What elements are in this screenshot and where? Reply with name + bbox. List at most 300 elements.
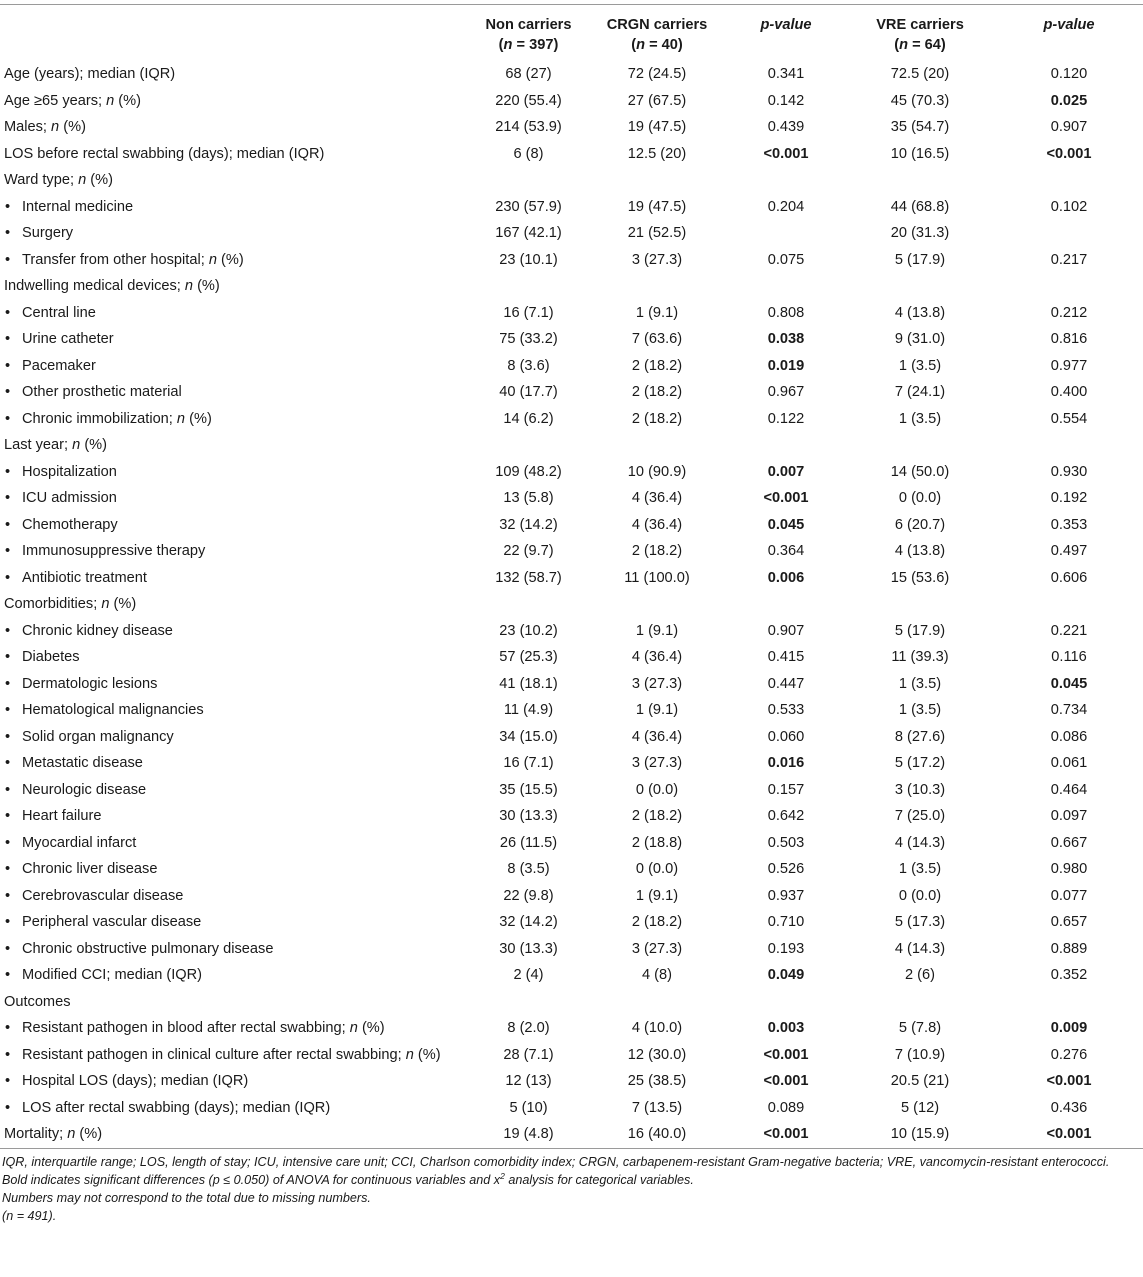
row-label-text: Surgery	[22, 225, 74, 241]
cell-vre-carriers: 20 (31.3)	[890, 225, 950, 241]
row-label	[0, 141, 470, 168]
cell-p-value-vre: 0.907	[1050, 119, 1088, 135]
table-row	[0, 830, 1143, 857]
row-label-text: Immunosuppressive therapy	[22, 543, 206, 559]
row-label	[0, 883, 470, 910]
cell-crgn-carriers: 25 (38.5)	[627, 1073, 687, 1089]
cell-p-value-crgn: <0.001	[763, 1073, 809, 1089]
cell-p-value-vre: 0.120	[1050, 66, 1088, 82]
row-label-text: Outcomes	[4, 993, 71, 1010]
cell-p-value-crgn: 0.060	[767, 728, 805, 745]
cell-non-carriers: 8 (3.5)	[507, 861, 550, 877]
cell-vre-carriers: 7 (25.0)	[894, 808, 946, 824]
cell-non-carriers: 230 (57.9)	[495, 198, 562, 215]
cell-crgn-carriers: 2 (18.2)	[631, 384, 683, 400]
cell-crgn-carriers: 2 (18.2)	[631, 914, 683, 930]
cell-p-value-crgn: 0.019	[767, 357, 805, 374]
bullet-icon: •	[5, 1099, 11, 1116]
row-label-text: Modified CCI; median (IQR)	[22, 967, 203, 983]
cell-vre-carriers: 0 (0.0)	[898, 887, 942, 904]
cell-vre-carriers: 4 (13.8)	[894, 543, 946, 559]
table-row	[0, 777, 1143, 804]
cell-non-carriers: 22 (9.7)	[503, 543, 554, 559]
cell-p-value-vre: 0.212	[1050, 304, 1088, 321]
cell-crgn-carriers: 7 (63.6)	[631, 331, 683, 347]
cell-p-value-crgn: 0.937	[767, 887, 805, 904]
cell-p-value-vre	[995, 989, 1143, 1016]
cell-p-value-vre: <0.001	[1046, 145, 1092, 162]
cell-vre-carriers: 1 (3.5)	[898, 410, 942, 427]
cell-crgn-carriers	[587, 432, 727, 459]
row-label-text: Mortality; n (%)	[4, 1126, 103, 1142]
abbreviations-note: IQR, interquartile range; LOS, length of stay; ICU, intensive care unit; CCI, Charlson comorbidity index; CRGN, carbapenem-resistant Gram-negative bacteria; VRE, vancomycin-resistant enterococci.	[2, 1154, 1110, 1169]
bullet-icon: •	[5, 357, 11, 374]
row-label-text: LOS before rectal swabbing (days); median (IQR)	[4, 145, 325, 162]
row-label	[0, 989, 470, 1016]
cell-vre-carriers: 4 (14.3)	[894, 940, 946, 957]
cell-crgn-carriers: 10 (90.9)	[627, 463, 687, 480]
cell-vre-carriers: 1 (3.5)	[898, 861, 942, 877]
cell-non-carriers: 167 (42.1)	[495, 225, 562, 241]
bullet-icon: •	[5, 649, 11, 665]
cell-non-carriers: 8 (2.0)	[507, 1020, 550, 1036]
header-vre-carriers-name: VRE carriers	[876, 17, 964, 33]
row-label-text: Other prosthetic material	[22, 384, 182, 400]
cell-crgn-carriers: 7 (13.5)	[631, 1099, 683, 1116]
cell-crgn-carriers: 4 (10.0)	[631, 1020, 683, 1036]
cell-p-value-vre: 0.045	[1050, 675, 1088, 692]
cell-crgn-carriers: 12.5 (20)	[627, 145, 687, 162]
bullet-icon: •	[5, 198, 11, 215]
cell-p-value-vre	[995, 273, 1143, 300]
bullet-icon: •	[5, 569, 11, 586]
cell-p-value-vre: 0.464	[1050, 781, 1088, 798]
row-label	[0, 273, 470, 300]
cell-crgn-carriers: 1 (9.1)	[635, 622, 679, 639]
cell-crgn-carriers: 4 (36.4)	[631, 649, 683, 665]
row-label-text: Ward type; n (%)	[4, 172, 113, 188]
table-row	[0, 803, 1143, 830]
cell-non-carriers: 32 (14.2)	[499, 516, 558, 533]
bullet-icon: •	[5, 225, 11, 241]
bullet-icon: •	[5, 410, 11, 427]
cell-crgn-carriers	[587, 591, 727, 618]
table-row	[0, 300, 1143, 327]
bullet-icon: •	[5, 887, 11, 904]
cell-p-value-crgn: 0.045	[767, 516, 805, 533]
cell-vre-carriers: 7 (10.9)	[894, 1046, 946, 1063]
cell-crgn-carriers: 2 (18.2)	[631, 357, 683, 374]
cell-non-carriers: 30 (13.3)	[499, 940, 558, 957]
cell-p-value-crgn	[727, 220, 845, 247]
table-body	[0, 61, 1143, 1148]
header-label-cell	[0, 5, 470, 61]
cell-crgn-carriers: 2 (18.2)	[631, 410, 683, 427]
cell-p-value-vre: 0.192	[1050, 490, 1088, 506]
cell-p-value-vre: 0.009	[1050, 1020, 1088, 1036]
bullet-icon: •	[5, 914, 11, 930]
cell-vre-carriers: 35 (54.7)	[890, 119, 950, 135]
cell-crgn-carriers: 4 (36.4)	[631, 728, 683, 745]
cell-non-carriers	[470, 591, 587, 618]
row-label-text: Metastatic disease	[22, 755, 143, 771]
cell-p-value-vre: 0.816	[1050, 331, 1088, 347]
row-label-text: Antibiotic treatment	[22, 569, 147, 586]
row-label-text: LOS after rectal swabbing (days); median (IQR)	[22, 1099, 331, 1116]
cell-crgn-carriers: 21 (52.5)	[627, 225, 687, 241]
cell-crgn-carriers: 1 (9.1)	[635, 304, 679, 321]
cell-crgn-carriers: 4 (36.4)	[631, 516, 683, 533]
significance-note-suffix: analysis for categorical variables.	[504, 1172, 694, 1187]
cell-vre-carriers: 5 (7.8)	[898, 1020, 942, 1036]
row-label	[0, 591, 470, 618]
cell-p-value-crgn: 0.049	[767, 967, 805, 983]
table-row	[0, 512, 1143, 539]
row-label-text: Internal medicine	[22, 198, 134, 215]
row-label	[0, 114, 470, 141]
table-row	[0, 273, 1143, 300]
table-row	[0, 909, 1143, 936]
cell-p-value-crgn: 0.089	[767, 1099, 805, 1116]
cell-non-carriers: 68 (27)	[505, 66, 552, 82]
table-row	[0, 1121, 1143, 1148]
row-label-text: Chronic immobilization; n (%)	[22, 410, 212, 427]
cell-p-value-vre: 0.061	[1050, 755, 1088, 771]
bullet-icon: •	[5, 808, 11, 824]
cell-p-value-crgn: 0.642	[767, 808, 805, 824]
row-label	[0, 194, 470, 221]
cell-p-value-crgn: 0.415	[767, 649, 805, 665]
bullet-icon: •	[5, 702, 11, 718]
table-row	[0, 379, 1143, 406]
row-label	[0, 644, 470, 671]
cell-vre-carriers: 0 (0.0)	[898, 490, 942, 506]
cell-non-carriers: 34 (15.0)	[499, 728, 558, 745]
cell-crgn-carriers: 0 (0.0)	[635, 861, 679, 877]
bullet-icon: •	[5, 728, 11, 745]
cell-vre-carriers: 2 (6)	[904, 967, 935, 983]
missing-numbers-note: Numbers may not correspond to the total due to missing numbers.	[2, 1190, 371, 1205]
cell-crgn-carriers: 19 (47.5)	[627, 198, 687, 215]
table-row	[0, 61, 1143, 88]
cell-non-carriers: 8 (3.6)	[507, 357, 550, 374]
table-row	[0, 326, 1143, 353]
cell-p-value-crgn: <0.001	[763, 1126, 809, 1142]
table-row	[0, 1095, 1143, 1122]
row-label	[0, 247, 470, 274]
cell-non-carriers: 22 (9.8)	[503, 887, 554, 904]
cell-vre-carriers: 10 (16.5)	[890, 145, 950, 162]
cell-vre-carriers: 4 (14.3)	[894, 834, 946, 851]
table-row	[0, 353, 1143, 380]
row-label	[0, 750, 470, 777]
cell-p-value-vre	[995, 220, 1143, 247]
cell-p-value-crgn: 0.193	[767, 940, 805, 957]
cell-vre-carriers	[845, 989, 995, 1016]
cell-p-value-crgn: 0.006	[767, 569, 805, 586]
row-label	[0, 220, 470, 247]
bullet-icon: •	[5, 1073, 11, 1089]
header-crgn-carriers-name: CRGN carriers	[606, 17, 708, 33]
row-label	[0, 1042, 470, 1069]
cell-vre-carriers: 45 (70.3)	[890, 92, 950, 109]
cell-crgn-carriers: 12 (30.0)	[627, 1046, 687, 1063]
cell-p-value-vre: 0.221	[1050, 622, 1088, 639]
cell-crgn-carriers: 27 (67.5)	[627, 92, 687, 109]
cell-p-value-vre: 0.657	[1050, 914, 1088, 930]
cell-vre-carriers	[845, 167, 995, 194]
cell-non-carriers: 23 (10.1)	[499, 251, 558, 268]
baseline-characteristics-table	[0, 4, 1143, 1225]
cell-non-carriers: 57 (25.3)	[499, 649, 558, 665]
header-crgn-carriers-n: (n = 40)	[631, 37, 683, 53]
cell-p-value-vre: 0.606	[1050, 569, 1088, 586]
cell-vre-carriers: 20.5 (21)	[890, 1073, 950, 1089]
row-label-text: Age (years); median (IQR)	[4, 66, 176, 82]
cell-p-value-crgn: 0.142	[767, 92, 805, 109]
row-label	[0, 300, 470, 327]
cell-p-value-crgn: 0.075	[767, 251, 805, 268]
row-label-text: Indwelling medical devices; n (%)	[4, 278, 220, 294]
row-label-text: Solid organ malignancy	[22, 728, 174, 745]
row-label	[0, 618, 470, 645]
bullet-icon: •	[5, 940, 11, 957]
header-non-carriers	[470, 5, 587, 61]
header-vre-carriers-n: (n = 64)	[894, 37, 946, 53]
row-label	[0, 485, 470, 512]
table-row	[0, 88, 1143, 115]
table-footnotes	[0, 1149, 1140, 1225]
row-label-text: Hematological malignancies	[22, 702, 204, 718]
header-row	[0, 5, 1143, 61]
cell-p-value-vre: 0.889	[1050, 940, 1088, 957]
cell-p-value-crgn: 0.526	[767, 861, 805, 877]
header-non-carriers-n: (n = 397)	[498, 37, 559, 53]
row-label-text: Comorbidities; n (%)	[4, 596, 137, 612]
total-n-note: (n = 491).	[2, 1208, 57, 1223]
row-label	[0, 538, 470, 565]
table-row	[0, 1015, 1143, 1042]
cell-p-value-crgn	[727, 989, 845, 1016]
row-label	[0, 167, 470, 194]
table-row	[0, 750, 1143, 777]
cell-crgn-carriers: 11 (100.0)	[624, 569, 690, 586]
cell-crgn-carriers: 4 (36.4)	[631, 490, 683, 506]
cell-crgn-carriers: 19 (47.5)	[627, 119, 687, 135]
header-crgn-carriers	[587, 5, 727, 61]
cell-crgn-carriers: 1 (9.1)	[635, 702, 679, 718]
cell-crgn-carriers: 1 (9.1)	[635, 887, 679, 904]
cell-non-carriers: 41 (18.1)	[499, 675, 558, 692]
cell-vre-carriers: 72.5 (20)	[890, 66, 950, 82]
bullet-icon: •	[5, 1046, 11, 1063]
cell-non-carriers: 32 (14.2)	[499, 914, 558, 930]
header-p-value-crgn: p-value	[760, 17, 812, 33]
row-label	[0, 962, 470, 989]
cell-non-carriers	[470, 989, 587, 1016]
cell-crgn-carriers	[587, 989, 727, 1016]
row-label-text: Males; n (%)	[4, 119, 86, 135]
row-label	[0, 432, 470, 459]
cell-non-carriers: 23 (10.2)	[499, 622, 558, 639]
cell-p-value-crgn: 0.439	[767, 119, 805, 135]
cell-non-carriers: 2 (4)	[513, 967, 544, 983]
cell-vre-carriers: 1 (3.5)	[898, 702, 942, 718]
cell-p-value-vre	[995, 432, 1143, 459]
row-label	[0, 565, 470, 592]
cell-p-value-crgn: <0.001	[763, 1046, 809, 1063]
table-row	[0, 989, 1143, 1016]
cell-p-value-crgn: 0.447	[767, 675, 805, 692]
cell-p-value-crgn: 0.967	[767, 384, 805, 400]
table-row	[0, 962, 1143, 989]
cell-non-carriers: 19 (4.8)	[503, 1126, 554, 1142]
cell-p-value-vre: 0.102	[1050, 198, 1088, 215]
table-row	[0, 194, 1143, 221]
cell-p-value-vre: 0.554	[1050, 410, 1088, 427]
cell-non-carriers: 16 (7.1)	[503, 304, 554, 321]
row-label-text: Myocardial infarct	[22, 834, 137, 851]
cell-p-value-crgn: 0.157	[767, 781, 805, 798]
cell-crgn-carriers	[587, 273, 727, 300]
row-label-text: Chronic obstructive pulmonary disease	[22, 940, 274, 957]
cell-non-carriers	[470, 167, 587, 194]
bullet-icon: •	[5, 490, 11, 506]
cell-non-carriers: 14 (6.2)	[503, 410, 554, 427]
table-row	[0, 538, 1143, 565]
cell-crgn-carriers	[587, 167, 727, 194]
cell-p-value-crgn: <0.001	[763, 490, 809, 506]
cell-p-value-crgn: 0.204	[767, 198, 805, 215]
cell-p-value-vre: 0.977	[1050, 357, 1088, 374]
data-table	[0, 5, 1143, 1148]
row-label	[0, 803, 470, 830]
cell-vre-carriers	[845, 591, 995, 618]
cell-p-value-crgn	[727, 273, 845, 300]
cell-p-value-vre: <0.001	[1046, 1073, 1092, 1089]
row-label-text: Central line	[22, 304, 96, 321]
table-row	[0, 697, 1143, 724]
row-label-text: Resistant pathogen in clinical culture after rectal swabbing; n (%)	[22, 1046, 441, 1063]
row-label-text: Resistant pathogen in blood after rectal swabbing; n (%)	[22, 1020, 385, 1036]
header-vre-carriers	[845, 5, 995, 61]
table-row	[0, 644, 1143, 671]
cell-vre-carriers: 10 (15.9)	[890, 1126, 950, 1142]
cell-vre-carriers	[845, 432, 995, 459]
cell-crgn-carriers: 72 (24.5)	[627, 66, 687, 82]
cell-p-value-vre: 0.930	[1050, 463, 1088, 480]
cell-vre-carriers: 6 (20.7)	[894, 516, 946, 533]
row-label-text: Chemotherapy	[22, 516, 118, 533]
cell-vre-carriers: 11 (39.3)	[891, 649, 949, 665]
cell-non-carriers: 75 (33.2)	[499, 331, 558, 347]
cell-p-value-crgn: 0.341	[767, 66, 805, 82]
cell-non-carriers: 35 (15.5)	[499, 781, 558, 798]
cell-p-value-vre: 0.116	[1051, 649, 1087, 665]
cell-non-carriers: 220 (55.4)	[495, 92, 562, 109]
cell-p-value-crgn: 0.007	[767, 463, 805, 480]
cell-crgn-carriers: 3 (27.3)	[631, 940, 683, 957]
table-row	[0, 247, 1143, 274]
cell-crgn-carriers: 2 (18.2)	[631, 808, 683, 824]
row-label	[0, 671, 470, 698]
cell-p-value-vre: 0.353	[1050, 516, 1088, 533]
bullet-icon: •	[5, 251, 11, 268]
cell-p-value-vre: 0.352	[1050, 967, 1088, 983]
row-label-text: Chronic liver disease	[22, 861, 158, 877]
row-label	[0, 1095, 470, 1122]
cell-vre-carriers: 9 (31.0)	[894, 331, 946, 347]
cell-p-value-crgn: 0.038	[767, 331, 805, 347]
cell-vre-carriers: 1 (3.5)	[898, 675, 942, 692]
row-label	[0, 856, 470, 883]
bullet-icon: •	[5, 304, 11, 321]
bullet-icon: •	[5, 463, 11, 480]
table-row	[0, 936, 1143, 963]
row-label-text: Neurologic disease	[22, 781, 147, 798]
cell-vre-carriers: 7 (24.1)	[894, 384, 946, 400]
table-row	[0, 1042, 1143, 1069]
row-label-text: Urine catheter	[22, 331, 114, 347]
row-label	[0, 326, 470, 353]
cell-non-carriers: 6 (8)	[513, 145, 544, 162]
cell-vre-carriers: 5 (17.2)	[894, 755, 946, 771]
row-label-text: Peripheral vascular disease	[22, 914, 202, 930]
cell-non-carriers: 132 (58.7)	[495, 569, 562, 586]
row-label	[0, 353, 470, 380]
cell-p-value-crgn: <0.001	[763, 145, 809, 162]
cell-non-carriers: 109 (48.2)	[495, 463, 562, 480]
cell-vre-carriers: 14 (50.0)	[890, 463, 950, 480]
cell-p-value-crgn: 0.364	[767, 543, 805, 559]
cell-p-value-crgn	[727, 432, 845, 459]
cell-vre-carriers: 5 (17.3)	[894, 914, 946, 930]
cell-vre-carriers: 8 (27.6)	[894, 728, 946, 745]
bullet-icon: •	[5, 384, 11, 400]
bullet-icon: •	[5, 834, 11, 851]
bullet-icon: •	[5, 331, 11, 347]
row-label	[0, 61, 470, 88]
cell-p-value-vre: 0.734	[1050, 702, 1088, 718]
cell-non-carriers: 5 (10)	[509, 1099, 548, 1116]
row-label	[0, 936, 470, 963]
table-row	[0, 167, 1143, 194]
bullet-icon: •	[5, 967, 11, 983]
cell-p-value-vre	[995, 167, 1143, 194]
row-label-text: Hospitalization	[22, 463, 117, 480]
cell-vre-carriers	[845, 273, 995, 300]
bullet-icon: •	[5, 675, 11, 692]
row-label	[0, 406, 470, 433]
cell-p-value-crgn	[727, 167, 845, 194]
row-label-text: Chronic kidney disease	[22, 622, 173, 639]
row-label	[0, 1068, 470, 1095]
row-label-text: Dermatologic lesions	[22, 675, 158, 692]
cell-vre-carriers: 1 (3.5)	[898, 357, 942, 374]
row-label-text: Transfer from other hospital; n (%)	[22, 251, 244, 268]
row-label	[0, 724, 470, 751]
cell-p-value-crgn: 0.808	[767, 304, 805, 321]
cell-crgn-carriers: 4 (8)	[641, 967, 672, 983]
row-label	[0, 697, 470, 724]
cell-crgn-carriers: 3 (27.3)	[631, 755, 683, 771]
table-row	[0, 141, 1143, 168]
cell-non-carriers	[470, 432, 587, 459]
row-label-text: Pacemaker	[22, 357, 96, 374]
cell-p-value-vre: 0.077	[1050, 887, 1088, 904]
cell-vre-carriers: 5 (17.9)	[894, 622, 946, 639]
cell-crgn-carriers: 0 (0.0)	[635, 781, 679, 798]
